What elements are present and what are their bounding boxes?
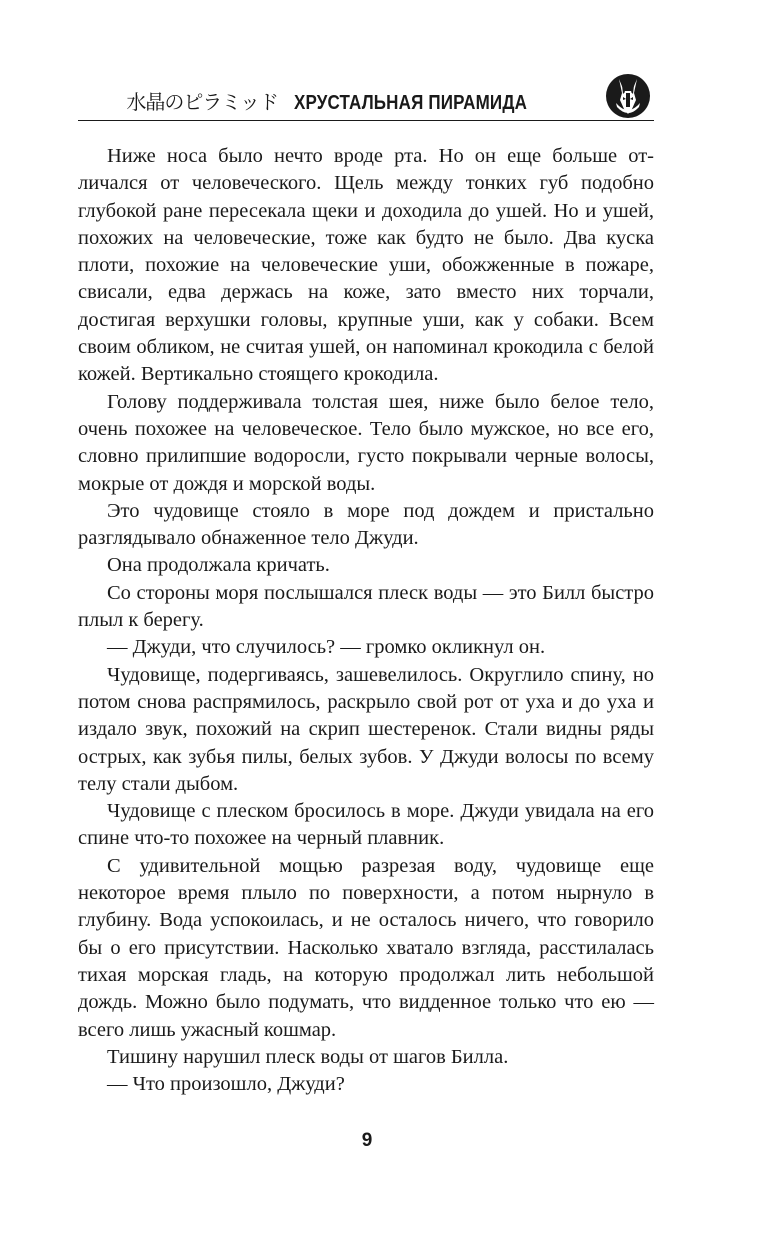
page-number: 9 <box>361 1130 373 1151</box>
header-title-russian: ХРУСТАЛЬНАЯ ПИРАМИДА <box>293 92 527 114</box>
paragraph: С удивительной мощью разрезая воду, чудовище еще некоторое время плыло по поверхности, а потом нырнуло в глубину. Вода успокоилась, и не осталось ничего, что говорило бы о его присутствии. Насколько хватало взгляда, расстилалась тихая морская гладь, на которую продолжал лить небольшой дождь. Можно было подумать, что видденное только что ею — всего лишь ужасный кошмар. <box>78 854 654 1041</box>
body-text <box>78 143 654 1098</box>
header-title-japanese: 水晶のピラミッド <box>126 90 278 114</box>
header-title <box>126 88 568 117</box>
paragraph: Ниже носа было нечто вроде рта. Но он еще больше отличался от человеческого. Щель между тонких губ подобно глубокой ране пересекала щеки и доходила до ушей. Но и ушей, похожих на человеческие, тоже как будто не было. Два куска плоти, похожие на человеческие уши, обожженные в пожаре, свисали, едва держась на коже, зато вместо них торчали, достигая верхушки головы, крупные уши, как у собаки. Всем своим обликом, не считая ушей, он напоминал крокодила с белой кожей. Вертикально стоящего крокодила. <box>78 145 654 386</box>
paragraph: Тишину нарушил плеск воды от шагов Билла. <box>107 1045 509 1068</box>
paragraph: Голову поддерживала толстая шея, ниже было белое тело, очень похожее на человеческое. Тело было мужское, но все его, словно прилипшие водоросли, густо покрывали черные волосы, мокрые от дождя и морской воды. <box>78 390 654 495</box>
header-rule <box>78 120 654 121</box>
paragraph: Она продолжала кричать. <box>107 554 330 577</box>
paragraph: Чудовище, подергиваясь, зашевелилось. Округлило спину, но потом снова распрямилось, раскрыло свой рот от уха и до уха и издало звук, похожий на скрип шестеренок. Стали видны ряды острых, как зубья пилы, белых зубов. У Джуди волосы по всему телу стали дыбом. <box>78 663 654 795</box>
paragraph: Это чудовище стояло в море под дождем и пристально разглядывало обнаженное тело Джуди. <box>78 499 654 550</box>
paragraph: — Джуди, что случилось? — громко окликнул он. <box>107 636 546 659</box>
paragraph: Со стороны моря послышался плеск воды — это Билл быстро плыл к берегу. <box>78 581 654 632</box>
anubis-head-icon <box>605 73 651 119</box>
paragraph: Чудовище с плеском бросилось в море. Джуди увидала на его спине что-то похожее на черный плавник. <box>78 800 654 850</box>
running-header <box>78 76 654 118</box>
paragraph: — Что произошло, Джуди? <box>107 1073 345 1096</box>
